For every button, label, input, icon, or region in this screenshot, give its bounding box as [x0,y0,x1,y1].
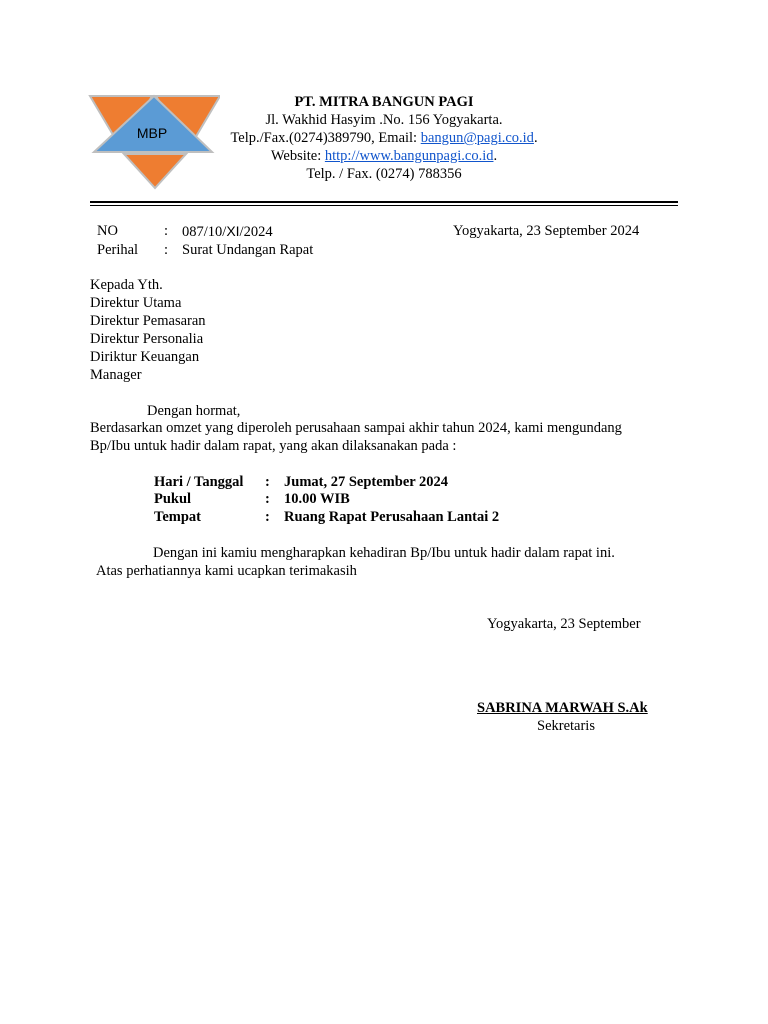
logo-bottom-triangle [124,154,186,188]
logo-text: MBP [136,125,168,141]
no-colon: : [164,223,169,239]
no-label: NO [97,223,118,239]
signatory-name: SABRINA MARWAH S.Ak [477,700,648,716]
recipient-item: Diriktur Keuangan [90,349,200,365]
recipient-item: Direktur Personalia [90,331,204,347]
recipient-greeting: Kepada Yth. [90,277,163,293]
detail-label-time: Pukul [154,491,192,507]
website-link[interactable]: http://www.bangunpagi.co.id [324,148,494,164]
salutation: Dengan hormat, [147,403,241,419]
letterhead-divider-thin [90,205,678,206]
closing-line-1: Dengan ini kamiu mengharapkan kehadiran Bp/Ibu untuk hadir dalam rapat ini. [153,545,615,561]
detail-value-date: Jumat, 27 September 2024 [284,474,449,490]
company-phone-email [180,130,588,147]
email-link[interactable]: bangun@pagi.co.id [420,130,534,146]
website-prefix: Website: [270,148,325,164]
company-website [180,148,588,165]
perihal-label: Perihal [97,242,139,258]
perihal-value: Surat Undangan Rapat [182,242,314,258]
company-phone-fax: Telp. / Fax. (0274) 788356 [306,166,462,182]
detail-value-place: Ruang Rapat Perusahaan Lantai 2 [284,509,500,525]
letter-number-a: 087/10/ [182,224,227,240]
website-suffix: . [493,148,498,164]
email-suffix: . [533,130,538,146]
detail-colon: : [265,474,270,490]
phone-email-prefix: Telp./Fax.(0274)389790, Email: [230,130,421,146]
letter-number-b: /2024 [239,224,273,240]
letterhead-divider-thick [90,201,678,203]
recipient-item: Direktur Utama [90,295,182,311]
signature-place-date: Yogyakarta, 23 September [487,616,641,632]
detail-label-date: Hari / Tanggal [154,474,244,490]
header-place-date: Yogyakarta, 23 September 2024 [453,223,640,239]
company-address: Jl. Wakhid Hasyim .No. 156 Yogyakarta. [265,112,503,128]
body-paragraph-line-2: Bp/Ibu untuk hadir dalam rapat, yang akan dilaksanakan pada : [90,438,457,454]
body-paragraph-line-1: Berdasarkan omzet yang diperoleh perusahaan sampai akhir tahun 2024, kami mengundang [90,420,622,436]
perihal-colon: : [164,242,169,258]
recipient-item: Manager [90,367,142,383]
detail-colon: : [265,509,270,525]
detail-label-place: Tempat [154,509,201,525]
closing-line-2: Atas perhatiannya kami ucapkan terimakasih [96,563,357,579]
letter-number [182,223,273,241]
recipient-item: Direktur Pemasaran [90,313,206,329]
company-name: PT. MITRA BANGUN PAGI [294,94,474,110]
detail-colon: : [265,491,270,507]
letter-number-roman: XI [226,223,240,239]
detail-value-time: 10.00 WIB [284,491,350,507]
signatory-title: Sekretaris [537,718,595,734]
